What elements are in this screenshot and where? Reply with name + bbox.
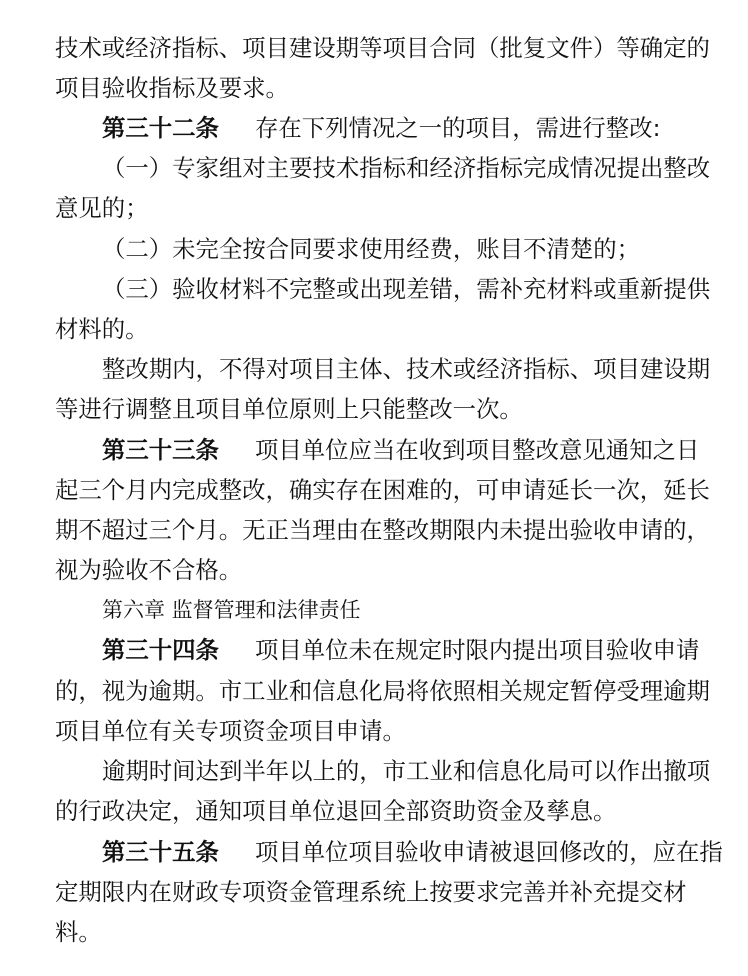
article-number: 第三十四条 bbox=[102, 636, 219, 664]
article-text: 项目单位项目验收申请被退回修改的，应在指 bbox=[254, 838, 723, 866]
article-number: 第三十五条 bbox=[102, 838, 219, 866]
article-33 bbox=[102, 430, 699, 470]
text-line: 期不超过三个月。无正当理由在整改期限内未提出验收申请的， bbox=[55, 516, 710, 544]
text-line: 材料的。 bbox=[55, 315, 149, 343]
article-34 bbox=[102, 630, 699, 670]
text-line: 视为验收不合格。 bbox=[55, 556, 243, 584]
text-line: 定期限内在财政专项资金管理系统上按要求完善并补充提交材 bbox=[55, 878, 687, 906]
text-line: 技术或经济指标、项目建设期等项目合同（批复文件）等确定的 bbox=[55, 34, 710, 62]
article-number: 第三十三条 bbox=[102, 436, 219, 464]
text-line: 起三个月内完成整改，确实存在困难的，可申请延长一次，延长 bbox=[55, 476, 710, 504]
text-line: 的，视为逾期。市工业和信息化局将依照相关规定暂停受理逾期 bbox=[55, 677, 710, 705]
text-line: 的行政决定，通知项目单位退回全部资助资金及孳息。 bbox=[55, 797, 617, 825]
text-line: 料。 bbox=[55, 918, 102, 946]
article-text: 项目单位应当在收到项目整改意见通知之日 bbox=[254, 436, 700, 464]
chapter-heading: 第六章 监督管理和法律责任 bbox=[102, 598, 361, 622]
article-text: 项目单位未在规定时限内提出项目验收申请 bbox=[254, 636, 700, 664]
paragraph-start: 整改期内，不得对项目主体、技术或经济指标、项目建设期 bbox=[102, 355, 711, 383]
paragraph-start: 逾期时间达到半年以上的，市工业和信息化局可以作出撤项 bbox=[102, 757, 711, 785]
text-line: 意见的； bbox=[55, 194, 149, 222]
article-35 bbox=[102, 832, 723, 872]
text-line: 等进行调整且项目单位原则上只能整改一次。 bbox=[55, 395, 523, 423]
article-number: 第三十二条 bbox=[102, 114, 219, 142]
list-item: （三）验收材料不完整或出现差错，需补充材料或重新提供 bbox=[102, 275, 711, 303]
article-32 bbox=[102, 108, 660, 148]
article-text: 存在下列情况之一的项目，需进行整改: bbox=[254, 114, 661, 142]
list-item: （一）专家组对主要技术指标和经济指标完成情况提出整改 bbox=[102, 154, 711, 182]
text-line: 项目验收指标及要求。 bbox=[55, 74, 289, 102]
list-item: （二）未完全按合同要求使用经费，账目不清楚的； bbox=[102, 235, 640, 263]
text-line: 项目单位有关专项资金项目申请。 bbox=[55, 717, 406, 745]
